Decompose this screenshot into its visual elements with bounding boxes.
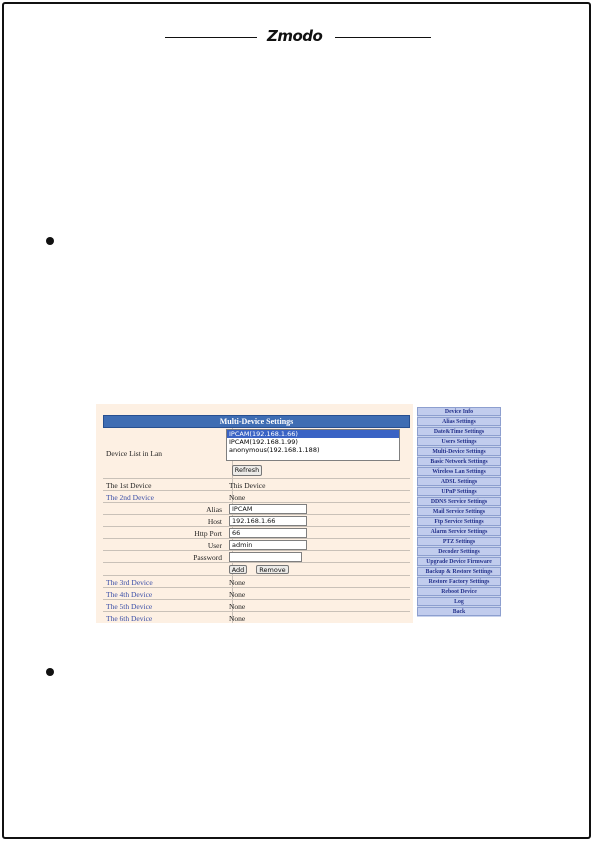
menu-item-users-settings[interactable]: Users Settings	[417, 437, 501, 446]
device-list-item[interactable]: IPCAM(192.168.1.66)	[227, 430, 399, 438]
device-value: None	[229, 602, 246, 611]
host-label: Host	[207, 517, 222, 526]
menu-item-restore-factory[interactable]: Restore Factory Settings	[417, 577, 501, 586]
device-link[interactable]: The 2nd Device	[106, 493, 154, 502]
device-value: None	[229, 578, 246, 587]
menu-item-log[interactable]: Log	[417, 597, 501, 606]
table-row	[103, 600, 410, 612]
menu-item-basic-network-settings[interactable]: Basic Network Settings	[417, 457, 501, 466]
add-button[interactable]: Add	[229, 565, 247, 574]
panel-title: Multi-Device Settings	[103, 415, 410, 428]
device-label: The 1st Device	[106, 481, 152, 490]
bullet-point	[46, 668, 54, 676]
device-link[interactable]: The 6th Device	[106, 614, 153, 623]
menu-item-reboot-device[interactable]: Reboot Device	[417, 587, 501, 596]
table-row	[103, 479, 410, 491]
device-link[interactable]: The 4th Device	[106, 590, 153, 599]
http-port-input[interactable]: 66	[229, 528, 307, 538]
device-value: None	[229, 493, 246, 502]
device-value: None	[229, 614, 246, 623]
password-label: Password	[193, 553, 222, 562]
device-list-select[interactable]	[226, 429, 400, 461]
header-rule-right	[335, 37, 431, 38]
device-link[interactable]: The 3rd Device	[106, 578, 153, 587]
menu-item-upnp-settings[interactable]: UPnP Settings	[417, 487, 501, 496]
device-list-item[interactable]: anonymous(192.168.1.188)	[229, 446, 320, 454]
device-value: None	[229, 590, 246, 599]
menu-item-upgrade-firmware[interactable]: Upgrade Device Firmware	[417, 557, 501, 566]
user-label: User	[207, 541, 222, 550]
settings-panel	[96, 404, 413, 623]
alias-label: Alias	[206, 505, 222, 514]
table-row	[103, 576, 410, 588]
settings-menu	[417, 407, 501, 617]
menu-item-date-time-settings[interactable]: Date&Time Settings	[417, 427, 501, 436]
device-link[interactable]: The 5th Device	[106, 602, 153, 611]
web-ui-screenshot	[96, 404, 501, 623]
header-rule-left	[165, 37, 257, 38]
table-row	[103, 491, 410, 503]
table-row	[103, 588, 410, 600]
menu-item-wireless-lan-settings[interactable]: Wireless Lan Settings	[417, 467, 501, 476]
menu-item-alias-settings[interactable]: Alias Settings	[417, 417, 501, 426]
menu-item-multi-device-settings[interactable]: Multi-Device Settings	[417, 447, 501, 456]
bullet-point	[46, 237, 54, 245]
alias-input[interactable]: IPCAM	[229, 504, 307, 514]
device-list-label: Device List in Lan	[106, 449, 163, 458]
menu-item-alarm-settings[interactable]: Alarm Service Settings	[417, 527, 501, 536]
menu-item-device-info[interactable]: Device Info	[417, 407, 501, 416]
refresh-button[interactable]: Refresh	[232, 465, 262, 476]
remove-button[interactable]: Remove	[256, 565, 289, 574]
device-list-item[interactable]: IPCAM(192.168.1.99)	[229, 438, 298, 446]
password-input[interactable]	[229, 552, 302, 562]
menu-item-ftp-settings[interactable]: Ftp Service Settings	[417, 517, 501, 526]
menu-item-decoder-settings[interactable]: Decoder Settings	[417, 547, 501, 556]
brand-logo: Zmodo	[267, 27, 323, 45]
user-input[interactable]: admin	[229, 540, 307, 550]
table-row	[103, 612, 410, 623]
menu-item-backup-restore[interactable]: Backup & Restore Settings	[417, 567, 501, 576]
menu-item-mail-settings[interactable]: Mail Service Settings	[417, 507, 501, 516]
device-value: This Device	[229, 481, 266, 490]
menu-item-ptz-settings[interactable]: PTZ Settings	[417, 537, 501, 546]
http-port-label: Http Port	[194, 529, 222, 538]
host-input[interactable]: 192.168.1.66	[229, 516, 307, 526]
menu-item-ddns-settings[interactable]: DDNS Service Settings	[417, 497, 501, 506]
menu-item-back[interactable]: Back	[417, 607, 501, 616]
menu-item-adsl-settings[interactable]: ADSL Settings	[417, 477, 501, 486]
